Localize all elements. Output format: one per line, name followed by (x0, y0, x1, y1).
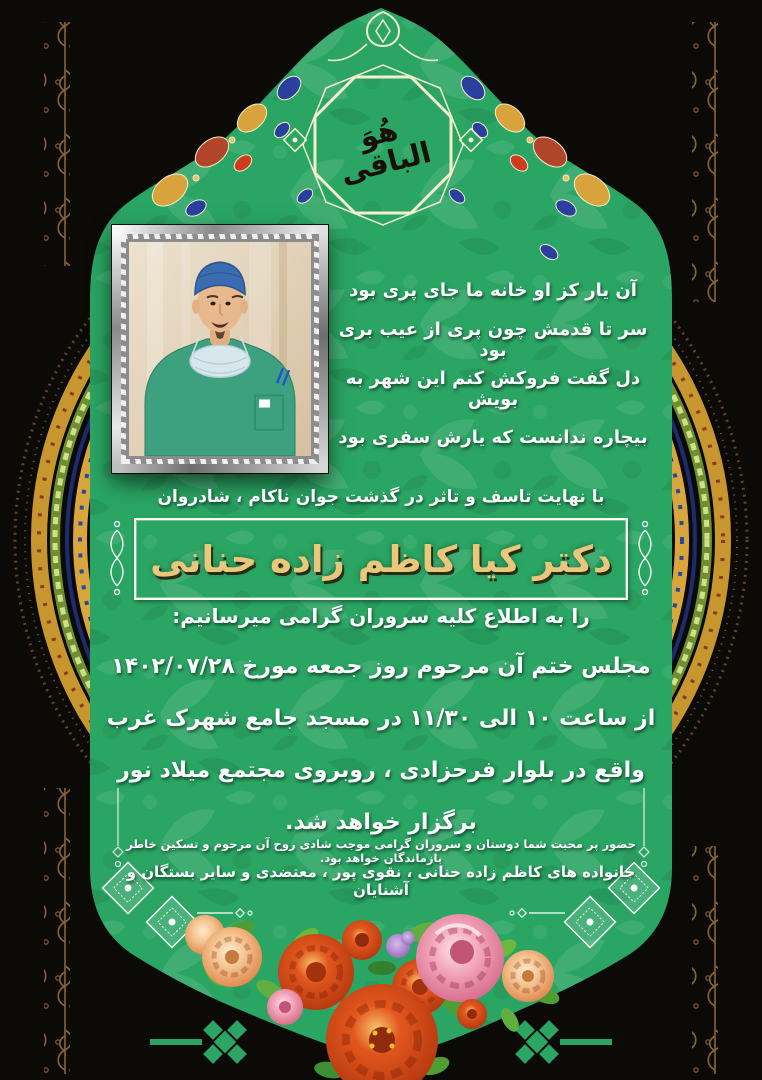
calligraphy-hu-al-baqi: هُوَ الباقی (336, 111, 435, 191)
intro-line: با نهایت تاسف و تاثر در گذشت جوان ناکام ، شادروان (157, 487, 605, 507)
deceased-name-box (134, 518, 628, 600)
deceased-name: دکتر کیا کاظم زاده حنانی (150, 537, 612, 581)
attendance-note: حضور پر محبت شما دوستان و سروران گرامی موجب شادی روح آن مرحوم و تسکین خاطر بازماندگان خواهد بود. (126, 837, 636, 865)
poem-line-1: آن یار کز او خانه ما جای پری بود (349, 280, 637, 301)
ceremony-line-3: واقع در بلوار فرحزادی ، روبروی مجتمع میلاد نور (117, 757, 645, 783)
poem-line-3: دل گفت فروکش کنم این شهر به بویش (345, 367, 641, 410)
ceremony-line-1: مجلس ختم آن مرحوم روز جمعه مورخ ۱۴۰۲/۰۷/۲۸ (111, 653, 651, 679)
announce-line: را به اطلاع کلیه سروران گرامی میرسانیم: (172, 604, 590, 628)
frame-bead-ring (121, 234, 319, 464)
photo-frame (112, 225, 328, 473)
flower-peach-right (502, 950, 554, 1002)
flower-pink-rose (416, 914, 504, 1002)
frame-inner-edge (126, 239, 314, 459)
ceremony-details (90, 640, 672, 848)
ceremony-line-2: از ساعت ۱۰ الی ۱۱/۳۰ در مسجد جامع شهرک غرب (106, 705, 656, 731)
memorial-poem (322, 266, 664, 462)
flower-pink-small (267, 989, 303, 1025)
flower-red-small (342, 920, 382, 960)
ceremony-line-4: برگزار خواهد شد. (285, 809, 477, 835)
flower-red-bud (457, 999, 487, 1029)
families-line: خانواده های کاظم زاده حنانی ، نقوی پور ، معتضدی و سایر بستگان و آشنایان (126, 863, 636, 899)
poem-line-2: سر تا قدمش چون پری از عیب بری بود (338, 318, 648, 361)
poem-line-4: بیچاره ندانست که یارش سفری بود (338, 427, 648, 448)
portrait-photo (129, 242, 311, 456)
